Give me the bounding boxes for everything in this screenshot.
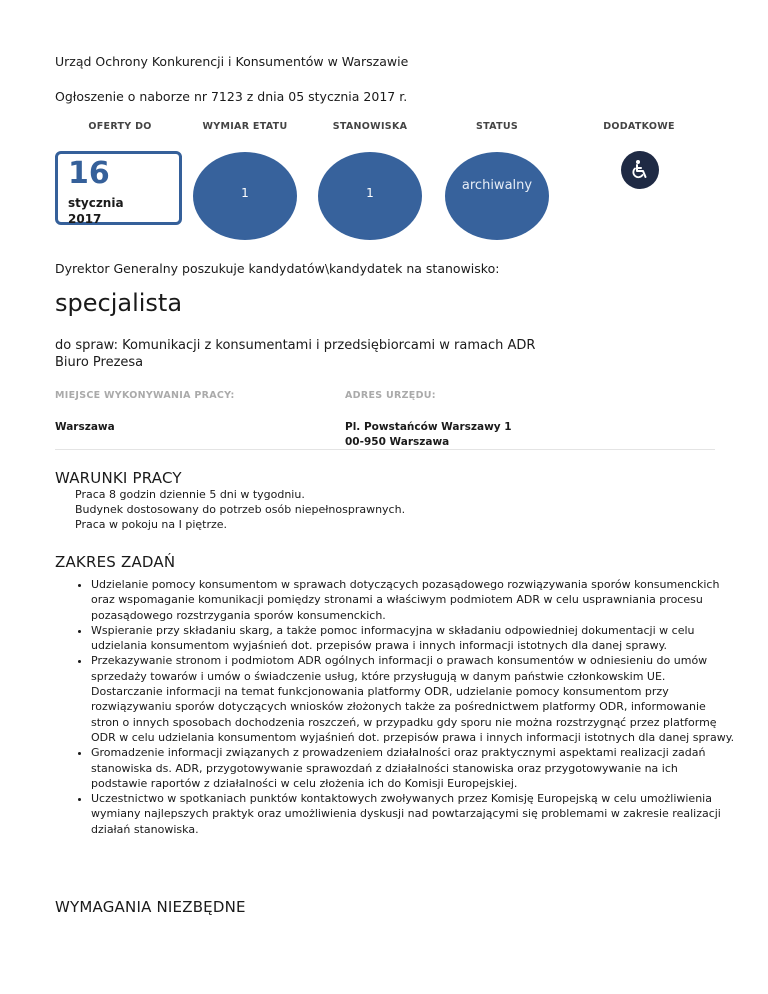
office-address-line2: 00-950 Warszawa — [345, 436, 450, 448]
institution-name: Urząd Ochrony Konkurencji i Konsumentów w Warszawie — [55, 54, 409, 69]
office-address-label: ADRES URZĘDU: — [345, 390, 436, 401]
positions-count-value: 1 — [366, 186, 374, 200]
office-address-line1: Pl. Powstańców Warszawy 1 — [345, 421, 512, 433]
announcement-line: Ogłoszenie o naborze nr 7123 z dnia 05 stycznia 2017 r. — [55, 89, 408, 104]
column-header-extra: DODATKOWE — [603, 121, 675, 132]
work-place-label: MIEJSCE WYKONYWANIA PRACY: — [55, 390, 235, 401]
deadline-month: stycznia — [68, 196, 124, 210]
list-item: • Uczestnictwo w spotkaniach punktów kontaktowych zwoływanych przez Komisję Europejską w celu umożliwienia wymiany najlepszych praktyk oraz umożliwienia dyskusji nad powtarzającymi się problemami w zakresie realizacji działań stanowiska. — [91, 791, 737, 837]
tasks-list — [70, 577, 737, 837]
list-item: • Udzielanie pomocy konsumentom w sprawach dotyczących pozasądowego rozwiązywania sporów konsumenckich oraz wspomaganie komunikacji pomiędzy stronami a właściwym podmiotem ADR w celu usprawniania procesu pozasądowego rozstrzygania sporów konsumenckich. — [91, 577, 737, 623]
employment-fraction-badge — [193, 152, 297, 240]
wheelchair-icon-graphic — [628, 158, 652, 182]
condition-line: Praca w pokoju na I piętrze. — [75, 518, 228, 531]
tasks-heading: ZAKRES ZADAŃ — [55, 553, 176, 571]
employment-fraction-value: 1 — [241, 186, 249, 200]
position-field: do spraw: Komunikacji z konsumentami i przedsiębiorcami w ramach ADR — [55, 338, 536, 353]
column-header-status: STATUS — [475, 121, 519, 132]
list-item: • Przekazywanie stronom i podmiotom ADR ogólnych informacji o prawach konsumentów w odniesieniu do umów sprzedaży towarów i umów o świadczenie usług, które przysługują w danym państwie członkowskim UE. Dostarczanie informacji na temat funkcjonowania platformy ODR, udzielanie pomocy konsumentom przy rozwiązywaniu sporów dotyczących wniosków złożonych także za pośrednictwem platformy ODR, informowanie stron o innych sposobach dochodzenia roszczeń, w przypadku gdy sporu nie można rozstrzygnąć przez platformę ODR w celu udzielania konsumentom wyjaśnień dot. przepisów prawa i innych informacji istotnych dla danej sprawy. — [91, 653, 737, 745]
deadline-date-box — [55, 151, 182, 225]
status-badge — [445, 152, 549, 240]
offer-intro: Dyrektor Generalny poszukuje kandydatów\kandydatek na stanowisko: — [55, 261, 500, 276]
column-header-deadline: OFERTY DO — [88, 121, 152, 132]
list-item: • Wspieranie przy składaniu skarg, a także pomoc informacyjna w składaniu odpowiedniej dokumentacji w celu udzielania konsumentom wyjaśnień dot. przepisów prawa i innych informacji istotnych dla danej sprawy. — [91, 623, 737, 654]
requirements-heading: WYMAGANIA NIEZBĘDNE — [55, 898, 246, 916]
section-divider — [55, 449, 715, 450]
condition-line: Budynek dostosowany do potrzeb osób niepełnosprawnych. — [75, 503, 406, 516]
condition-line: Praca 8 godzin dziennie 5 dni w tygodniu. — [75, 488, 305, 501]
work-place-value: Warszawa — [55, 421, 115, 433]
column-header-employment: WYMIAR ETATU — [202, 121, 288, 132]
conditions-heading: WARUNKI PRACY — [55, 469, 182, 487]
positions-count-badge — [318, 152, 422, 240]
deadline-year: 2017 — [68, 212, 102, 226]
position-department: Biuro Prezesa — [55, 355, 144, 370]
position-title: specjalista — [55, 289, 183, 317]
list-item: • Gromadzenie informacji związanych z prowadzeniem działalności oraz praktycznymi aspektami realizacji zadań stanowiska ds. ADR, przygotowywanie sprawozdań z działalności stanowiska oraz przygotowywanie na ich podstawie raportów z działalności w celu złożenia ich do Komisji Europejskiej. — [91, 745, 737, 791]
wheelchair-accessibility-icon — [621, 151, 659, 189]
status-value: archiwalny — [461, 178, 533, 193]
column-header-positions: STANOWISKA — [332, 121, 408, 132]
deadline-day: 16 — [68, 156, 110, 191]
